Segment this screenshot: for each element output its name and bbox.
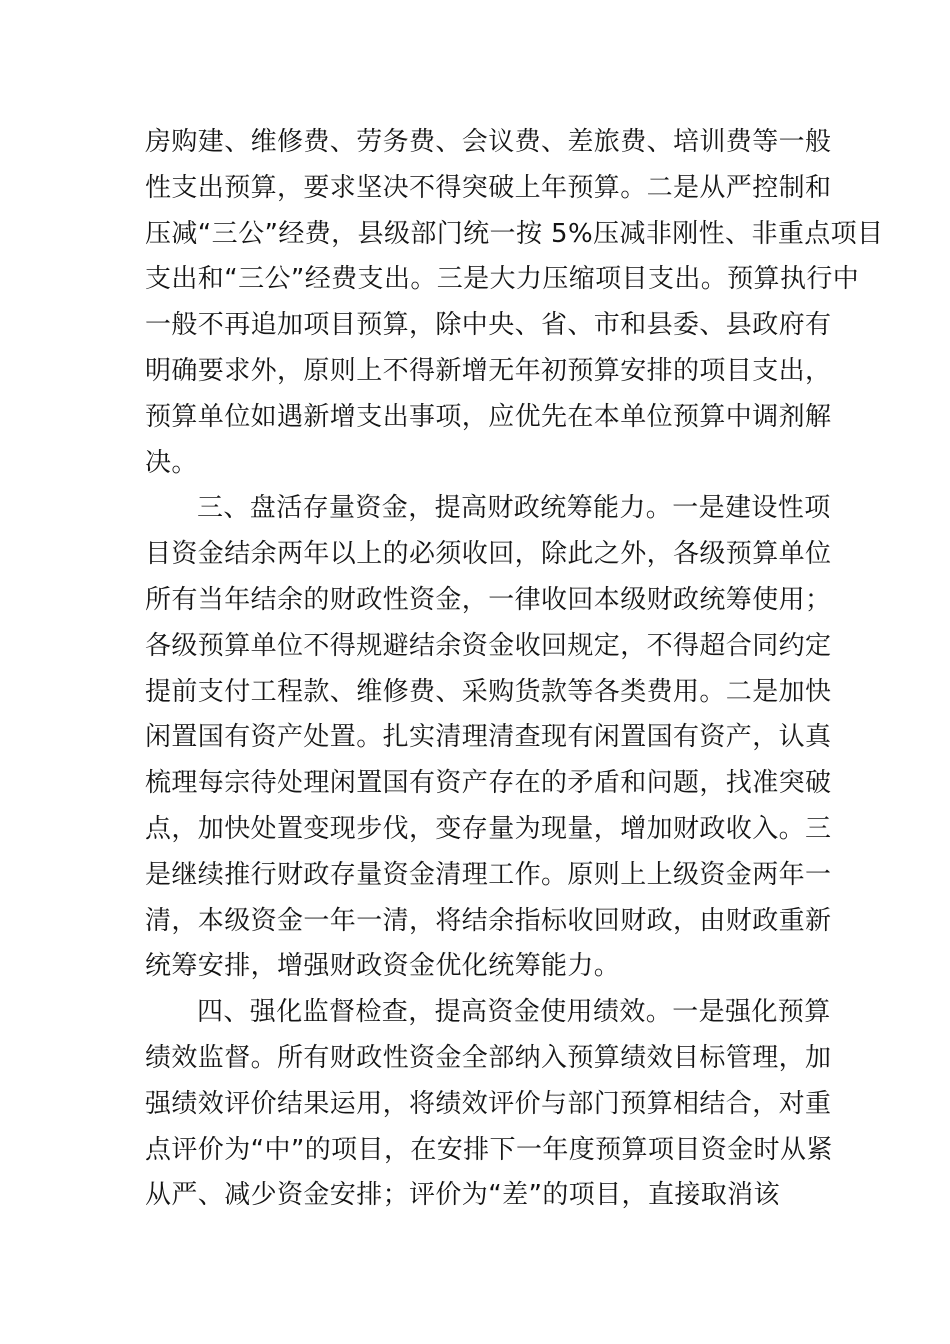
text-line: 所有当年结余的财政性资金，一律收回本级财政统筹使用；: [145, 584, 832, 615]
text-line: 点评价为“中”的项目，在安排下一年度预算项目资金时从紧: [145, 1134, 833, 1165]
text-line: 目资金结余两年以上的必须收回，除此之外，各级预算单位: [145, 539, 832, 570]
text-line: 点，加快处置变现步伐，变存量为现量，增加财政收入。三: [145, 813, 832, 844]
text-line: 从严、减少资金安排；评价为“差”的项目，直接取消该: [145, 1180, 780, 1211]
text-line: 清，本级资金一年一清，将结余指标收回财政，由财政重新: [145, 905, 832, 936]
text-line: 绩效监督。所有财政性资金全部纳入预算绩效目标管理，加: [145, 1042, 832, 1073]
text-line: 梳理每宗待处理闲置国有资产存在的矛盾和问题，找准突破: [145, 768, 832, 799]
text-line: 是继续推行财政存量资金清理工作。原则上上级资金两年一: [145, 859, 832, 890]
text-line: 各级预算单位不得规避结余资金收回规定，不得超合同约定: [145, 630, 832, 661]
text-line: 闲置国有资产处置。扎实清理清查现有闲置国有资产，认真: [145, 722, 832, 753]
text-line: 房购建、维修费、劳务费、会议费、差旅费、培训费等一般: [145, 127, 832, 157]
section-heading-line: 四、强化监督检查，提高资金使用绩效。一是强化预算: [197, 997, 831, 1028]
text-line: 压减“三公”经费，县级部门统一按 5%压减非刚性、非重点项目: [145, 218, 884, 249]
text-line: 统筹安排，增强财政资金优化统筹能力。: [145, 951, 621, 982]
section-heading-line: 三、盘活存量资金，提高财政统筹能力。一是建设性项: [197, 493, 831, 524]
text-line: 性支出预算，要求坚决不得突破上年预算。二是从严控制和: [145, 172, 832, 203]
text-line: 预算单位如遇新增支出事项，应优先在本单位预算中调剂解: [145, 401, 832, 432]
text-line: 一般不再追加项目预算，除中央、省、市和县委、县政府有: [145, 310, 832, 341]
text-line: 提前支付工程款、维修费、采购货款等各类费用。二是加快: [145, 676, 832, 707]
text-line: 决。: [145, 447, 198, 478]
text-line: 明确要求外，原则上不得新增无年初预算安排的项目支出，: [145, 355, 832, 386]
text-line: 支出和“三公”经费支出。三是大力压缩项目支出。预算执行中: [145, 264, 860, 295]
text-line: 强绩效评价结果运用，将绩效评价与部门预算相结合，对重: [145, 1088, 832, 1119]
body-text: [145, 120, 884, 1219]
